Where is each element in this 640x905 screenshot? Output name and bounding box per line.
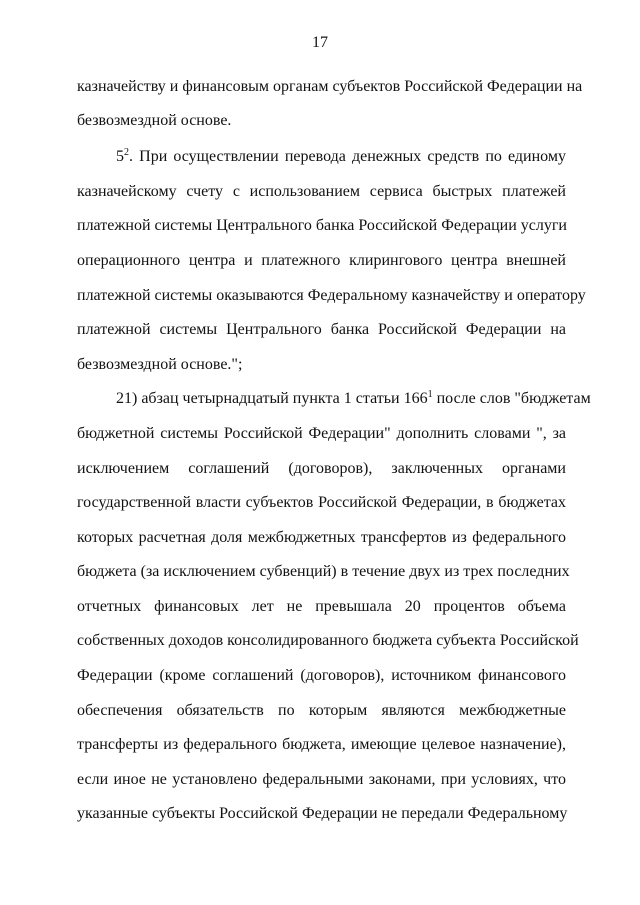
text-line: государственной власти субъектов Российской Федерации, в бюджетах <box>77 494 566 511</box>
text-line: платежной системы Центрального банка Российской Федерации на <box>77 321 566 338</box>
text-line: операционного центра и платежного клирингового центра внешней <box>77 252 566 269</box>
page-number: 17 <box>312 34 328 51</box>
text-line: безвозмездной основе. <box>77 112 232 129</box>
text-line: отчетных финансовых лет не превышала 20 процентов объема <box>77 598 566 615</box>
text-line: если иное не установлено федеральными законами, при условиях, что <box>77 771 566 788</box>
paragraph-first-line: 21) абзац четырнадцатый пункта 1 статьи $166^1$ после слов "бюджетам <box>116 389 591 407</box>
text-line: указанные субъекты Российской Федерации не передали Федеральному <box>77 805 568 822</box>
text-line: обеспечения обязательств по которым являются межбюджетные <box>77 702 566 719</box>
text-line: казначейскому счету с использованием сервиса быстрых платежей <box>77 183 566 200</box>
text-line: собственных доходов консолидированного бюджета субъекта Российской <box>77 632 579 649</box>
text-line: которых расчетная доля межбюджетных трансфертов из федерального <box>77 529 566 546</box>
text-line: платежной системы оказываются Федеральному казначейству и оператору <box>77 287 586 304</box>
paragraph-first-line: $5^2$. При осуществлении перевода денежных средств по единому <box>116 147 566 165</box>
text-line: бюджетной системы Российской Федерации" дополнить словами ", за <box>77 425 566 442</box>
text-line: трансферты из федерального бюджета, имеющие целевое назначение), <box>77 736 566 753</box>
text-line: бюджета (за исключением субвенций) в течение двух из трех последних <box>77 563 570 580</box>
superscript: 1 <box>427 389 433 400</box>
superscript: 2 <box>124 147 129 158</box>
text-line: платежной системы Центрального банка Российской Федерации услуги <box>77 217 567 234</box>
text-line: безвозмездной основе."; <box>77 356 243 373</box>
text-line: Федерации (кроме соглашений (договоров), источником финансового <box>77 667 566 684</box>
text-line: казначейству и финансовым органам субъектов Российской Федерации на <box>77 78 583 95</box>
text-line: исключением соглашений (договоров), заключенных органами <box>77 460 566 477</box>
